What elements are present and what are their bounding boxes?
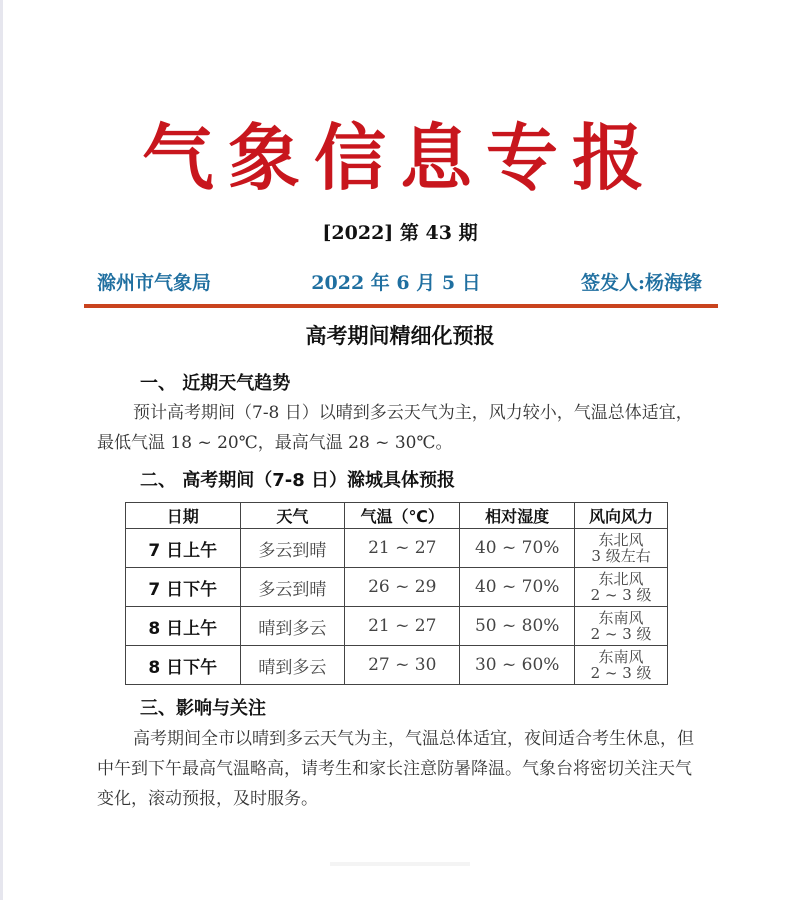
forecast-table [125,502,668,685]
table-row [126,646,668,685]
table-row [126,529,668,568]
cell-weather: 晴到多云 [240,646,345,685]
cell-humidity: 40 ~ 70% [460,529,575,568]
table-row [126,607,668,646]
table-row [126,568,668,607]
section-heading-2: 二、 高考期间（7-8 日）滁城具体预报 [140,470,456,491]
issue-date: 2022 年 6 月 5 日 [311,272,481,294]
cell-weather: 多云到晴 [240,529,345,568]
header-divider [84,304,718,308]
issue-number: [2022] 第 43 期 [322,222,478,244]
section-heading-3: 三、影响与关注 [140,698,266,719]
table-header-row [126,503,668,529]
cell-temp: 27 ~ 30 [345,646,460,685]
document-title: 高考期间精细化预报 [305,323,495,348]
cell-weather: 晴到多云 [240,607,345,646]
agency-name: 滁州市气象局 [97,272,212,294]
column-header: 日期 [126,503,241,529]
section-text-1: 预计高考期间（7-8 日）以晴到多云天气为主，风力较小，气温总体适宜，最低气温 18 ~ 20℃，最高气温 28 ~ 30℃。 [97,403,693,453]
column-header: 天气 [240,503,345,529]
cell-wind: 东北风 3 级左右 [575,529,668,568]
cell-date: 8 日上午 [126,607,241,646]
cell-date: 7 日下午 [126,568,241,607]
cell-date: 7 日上午 [126,529,241,568]
cell-humidity: 40 ~ 70% [460,568,575,607]
cell-date: 8 日下午 [126,646,241,685]
column-header: 相对湿度 [460,503,575,529]
column-header: 风向风力 [575,503,668,529]
cell-weather: 多云到晴 [240,568,345,607]
faint-watermark [330,862,470,866]
cell-temp: 21 ~ 27 [345,529,460,568]
cell-humidity: 30 ~ 60% [460,646,575,685]
cell-temp: 21 ~ 27 [345,607,460,646]
section-text-3: 高考期间全市以晴到多云天气为主，气温总体适宜，夜间适合考生休息，但中午到下午最高气温略高，请考生和家长注意防暑降温。气象台将密切关注天气变化，滚动预报，及时服务。 [97,729,694,809]
cell-wind: 东南风 2 ~ 3 级 [575,607,668,646]
cell-humidity: 50 ~ 80% [460,607,575,646]
cell-temp: 26 ~ 29 [345,568,460,607]
issuer: 签发人:杨海锋 [580,272,702,294]
masthead-title: 气象信息专报 [141,115,658,200]
cell-wind: 东南风 2 ~ 3 级 [575,646,668,685]
cell-wind: 东北风 2 ~ 3 级 [575,568,668,607]
column-header: 气温（℃） [345,503,460,529]
header-info-row [97,268,702,295]
section-heading-1: 一、 近期天气趋势 [140,373,291,394]
